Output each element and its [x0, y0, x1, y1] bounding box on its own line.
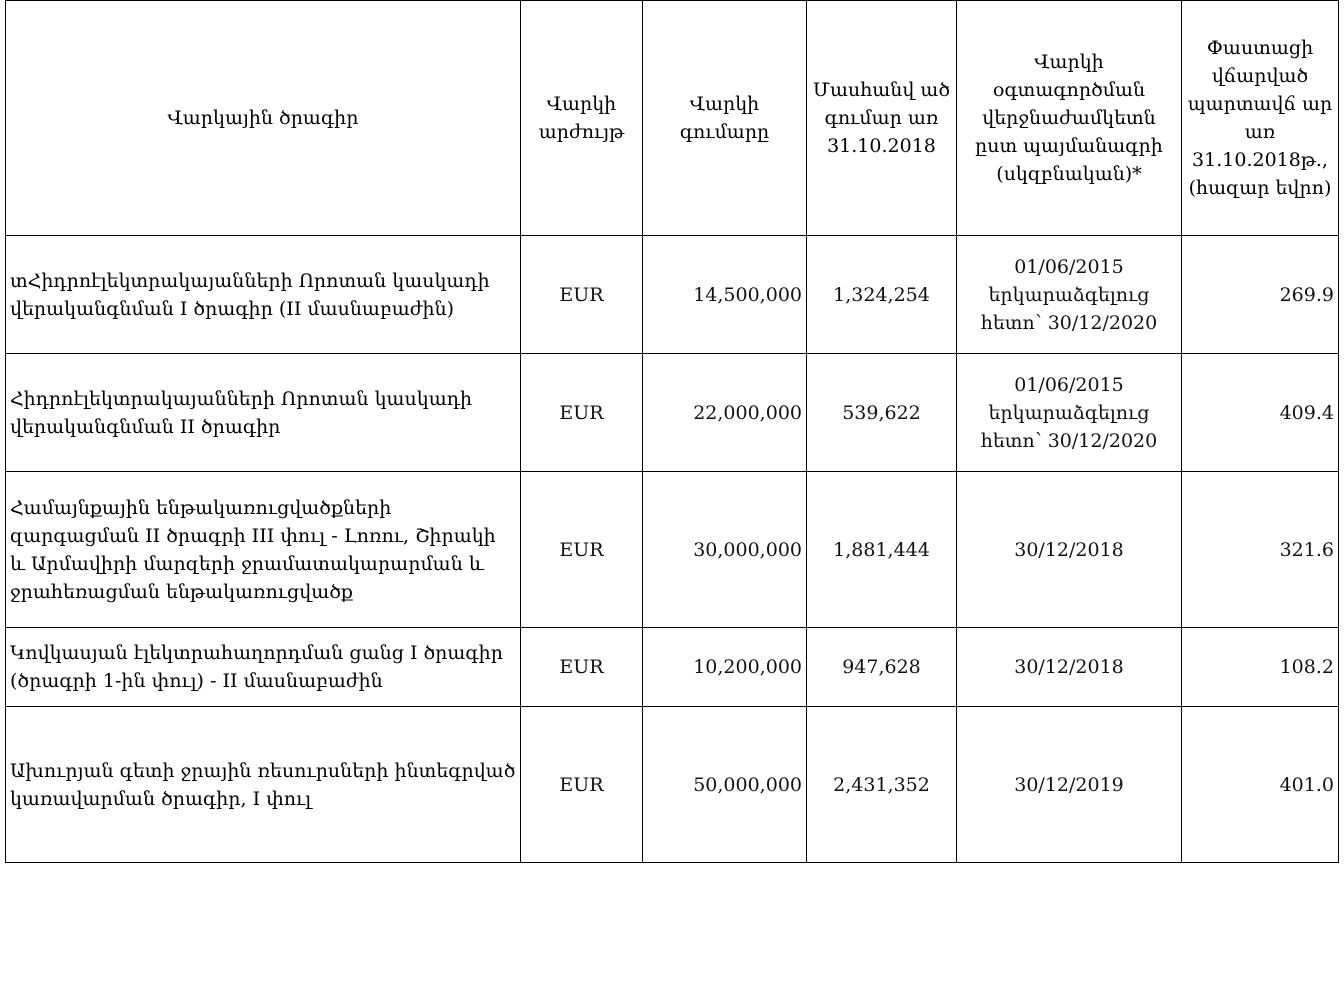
cell-currency: EUR	[521, 628, 643, 707]
cell-loan-amount: 30,000,000	[643, 472, 807, 628]
cell-actual-debt: 401.0	[1182, 707, 1339, 863]
header-row	[6, 1, 1339, 236]
cell-loan-amount: 22,000,000	[643, 354, 807, 472]
table-row	[6, 628, 1339, 707]
header-end-date: Վարկի օգտագործման վերջնաժամկետն ըստ պայմանագրի (սկզբնական)*	[957, 1, 1182, 236]
cell-partial-amount: 1,324,254	[807, 236, 957, 354]
cell-program: Հիդրոէլեկտրակայանների Որոտան կասկադի վերականգնման II ծրագիր	[6, 354, 521, 472]
cell-actual-debt: 409.4	[1182, 354, 1339, 472]
cell-currency: EUR	[521, 236, 643, 354]
header-actual-debt: Փաստացի վճարված պարտավճ ար առ 31.10.2018թ., (հազար եվրո)	[1182, 1, 1339, 236]
cell-actual-debt: 269.9	[1182, 236, 1339, 354]
table-row	[6, 707, 1339, 863]
cell-currency: EUR	[521, 472, 643, 628]
cell-end-date: 30/12/2018	[957, 628, 1182, 707]
cell-partial-amount: 1,881,444	[807, 472, 957, 628]
cell-end-date: 01/06/2015 երկարաձգելուց հետո՝ 30/12/2020	[957, 354, 1182, 472]
cell-program: Համայնքային ենթակառուցվածքների զարգացման II ծրագրի III փուլ - Լոռու, Շիրակի և Արմավիրի մարզերի ջրամատակարարման և ջրահեռացման ենթակառուցվածք	[6, 472, 521, 628]
cell-loan-amount: 10,200,000	[643, 628, 807, 707]
cell-currency: EUR	[521, 707, 643, 863]
header-partial-amount: Մասհանվ ած գումար առ 31.10.2018	[807, 1, 957, 236]
table-header	[6, 1, 1339, 236]
table-body	[6, 236, 1339, 863]
header-loan-amount: Վարկի գումարը	[643, 1, 807, 236]
table-row	[6, 472, 1339, 628]
cell-partial-amount: 947,628	[807, 628, 957, 707]
cell-loan-amount: 14,500,000	[643, 236, 807, 354]
cell-end-date: 30/12/2019	[957, 707, 1182, 863]
cell-end-date: 30/12/2018	[957, 472, 1182, 628]
cell-actual-debt: 321.6	[1182, 472, 1339, 628]
cell-program: տՀիդրոէլեկտրակայանների Որոտան կասկադի վերականգնման I ծրագիր (II մասնաբաժին)	[6, 236, 521, 354]
header-program: Վարկային ծրագիր	[6, 1, 521, 236]
cell-program: Ախուրյան գետի ջրային ռեսուրսների ինտեգրված կառավարման ծրագիր, I փուլ	[6, 707, 521, 863]
cell-program: Կովկասյան էլեկտրահաղորդման ցանց I ծրագիր (ծրագրի 1-ին փուլ) - II մասնաբաժին	[6, 628, 521, 707]
table-row	[6, 354, 1339, 472]
cell-partial-amount: 539,622	[807, 354, 957, 472]
cell-loan-amount: 50,000,000	[643, 707, 807, 863]
cell-actual-debt: 108.2	[1182, 628, 1339, 707]
table-row	[6, 236, 1339, 354]
loan-programs-table	[5, 0, 1339, 863]
header-currency: Վարկի արժույթ	[521, 1, 643, 236]
cell-partial-amount: 2,431,352	[807, 707, 957, 863]
cell-end-date: 01/06/2015 երկարաձգելուց հետո՝ 30/12/2020	[957, 236, 1182, 354]
cell-currency: EUR	[521, 354, 643, 472]
